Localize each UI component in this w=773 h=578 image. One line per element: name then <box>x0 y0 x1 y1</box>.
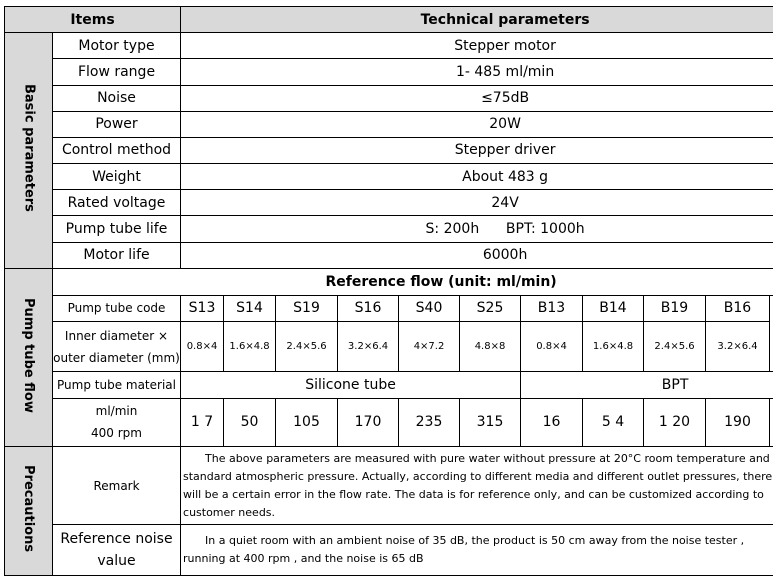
dim-cell: 3.2×6.4 <box>706 322 770 372</box>
row-value-flow-range: 1- 485 ml/min <box>181 59 773 85</box>
section-pump-tube-flow <box>5 268 53 446</box>
rate-cell: 1 7 <box>181 398 224 446</box>
row-label-rated-voltage: Rated voltage <box>53 190 181 216</box>
diameter-label <box>53 322 181 372</box>
section-precautions-label: Precautions <box>21 465 36 553</box>
noise-line: running at 400 rpm , and the noise is 65 dB <box>183 552 424 566</box>
pump-tube-code-label: Pump tube code <box>53 295 181 321</box>
table-row <box>5 268 773 295</box>
table-row <box>5 164 773 190</box>
dim-cell: 2.4×5.6 <box>644 322 706 372</box>
dim-cell: 4.8×8 <box>460 322 521 372</box>
row-value-noise: ≤75dB <box>181 85 773 111</box>
rate-cell: 170 <box>338 398 399 446</box>
pump-tube-life-s: S: 200h <box>425 220 480 237</box>
table-row <box>5 190 773 216</box>
code-cell: B13 <box>521 295 583 321</box>
table-row <box>5 295 773 321</box>
row-label-motor-life: Motor life <box>53 242 181 268</box>
row-value-control-method: Stepper driver <box>181 137 773 163</box>
row-label-noise: Noise <box>53 85 181 111</box>
dim-cell: 4×7.2 <box>399 322 460 372</box>
remark-line: The above parameters are measured with pure water without pressure at 20°C room temperature and <box>205 451 770 465</box>
remark-line: standard atmospheric pressure. Actually, according to different media and different outlet pressures, there <box>183 469 773 483</box>
row-value-rated-voltage: 24V <box>181 190 773 216</box>
code-cell: S16 <box>338 295 399 321</box>
table-row <box>5 398 773 446</box>
pump-tube-life-bpt: BPT: 1000h <box>505 220 585 237</box>
table-row <box>5 372 773 398</box>
code-cell: B14 <box>583 295 644 321</box>
rate-cell: 50 <box>224 398 276 446</box>
table-row <box>5 216 773 242</box>
rate-cell: 315 <box>460 398 521 446</box>
table-row <box>5 242 773 268</box>
dim-cell: 0.8×4 <box>181 322 224 372</box>
remark-text <box>181 446 773 525</box>
code-cell: S25 <box>460 295 521 321</box>
header-row <box>5 7 773 33</box>
reference-noise-line-2: value <box>97 553 136 570</box>
row-label-control-method: Control method <box>53 137 181 163</box>
row-value-pump-tube-life <box>181 216 773 242</box>
row-label-motor-type: Motor type <box>53 33 181 59</box>
reference-noise-text <box>181 525 773 576</box>
reference-flow-title: Reference flow (unit: ml/min) <box>53 268 773 295</box>
rate-cell: 5 4 <box>583 398 644 446</box>
row-value-power: 20W <box>181 111 773 137</box>
noise-line: In a quiet room with an ambient noise of 35 dB, the product is 50 cm away from the noise tester , <box>205 534 745 548</box>
pump-tube-material-label: Pump tube material <box>53 372 181 398</box>
row-label-power: Power <box>53 111 181 137</box>
dim-cell: 1.6×4.8 <box>583 322 644 372</box>
table-row <box>5 525 773 576</box>
dim-cell: 2.4×5.6 <box>276 322 338 372</box>
table-row <box>5 322 773 372</box>
rate-cell: 16 <box>521 398 583 446</box>
code-cell: B19 <box>644 295 706 321</box>
rate-label-line-2: 400 rpm <box>91 426 142 441</box>
reference-noise-line-1: Reference noise <box>60 531 173 548</box>
code-cell: S40 <box>399 295 460 321</box>
row-label-flow-range: Flow range <box>53 59 181 85</box>
material-bpt: BPT <box>521 372 773 398</box>
remark-line: will be a certain error in the flow rate. The data is for reference only, and can be customized according to <box>183 487 764 501</box>
section-basic-parameters <box>5 33 53 269</box>
header-technical: Technical parameters <box>181 7 773 33</box>
rate-cell: 235 <box>399 398 460 446</box>
rate-cell: 1 20 <box>644 398 706 446</box>
table-row <box>5 137 773 163</box>
spec-table <box>4 6 773 576</box>
section-precautions <box>5 446 53 575</box>
dim-cell: 0.8×4 <box>521 322 583 372</box>
remark-label: Remark <box>53 446 181 525</box>
table-row <box>5 111 773 137</box>
remark-line: customer needs. <box>183 505 276 519</box>
header-items: Items <box>5 7 181 33</box>
code-cell: S19 <box>276 295 338 321</box>
code-cell: S13 <box>181 295 224 321</box>
dim-cell: 3.2×6.4 <box>338 322 399 372</box>
dim-cell: 1.6×4.8 <box>224 322 276 372</box>
rate-label-line-1: ml/min <box>95 404 138 419</box>
row-value-weight: About 483 g <box>181 164 773 190</box>
row-value-motor-type: Stepper motor <box>181 33 773 59</box>
diameter-label-line-1: Inner diameter × <box>64 328 169 343</box>
diameter-label-line-2: outer diameter (mm) <box>53 350 180 365</box>
rate-label <box>53 398 181 446</box>
code-cell: B16 <box>706 295 770 321</box>
material-silicone: Silicone tube <box>181 372 521 398</box>
rate-cell: 190 <box>706 398 770 446</box>
code-cell: S14 <box>224 295 276 321</box>
section-flow-label: Pump tube flow <box>21 297 36 413</box>
rate-cell: 105 <box>276 398 338 446</box>
table-row <box>5 59 773 85</box>
table-row <box>5 85 773 111</box>
table-row <box>5 33 773 59</box>
reference-noise-label <box>53 525 181 576</box>
row-label-pump-tube-life: Pump tube life <box>53 216 181 242</box>
table-row <box>5 446 773 525</box>
section-basic-label: Basic parameters <box>21 84 37 213</box>
row-value-motor-life: 6000h <box>181 242 773 268</box>
row-label-weight: Weight <box>53 164 181 190</box>
